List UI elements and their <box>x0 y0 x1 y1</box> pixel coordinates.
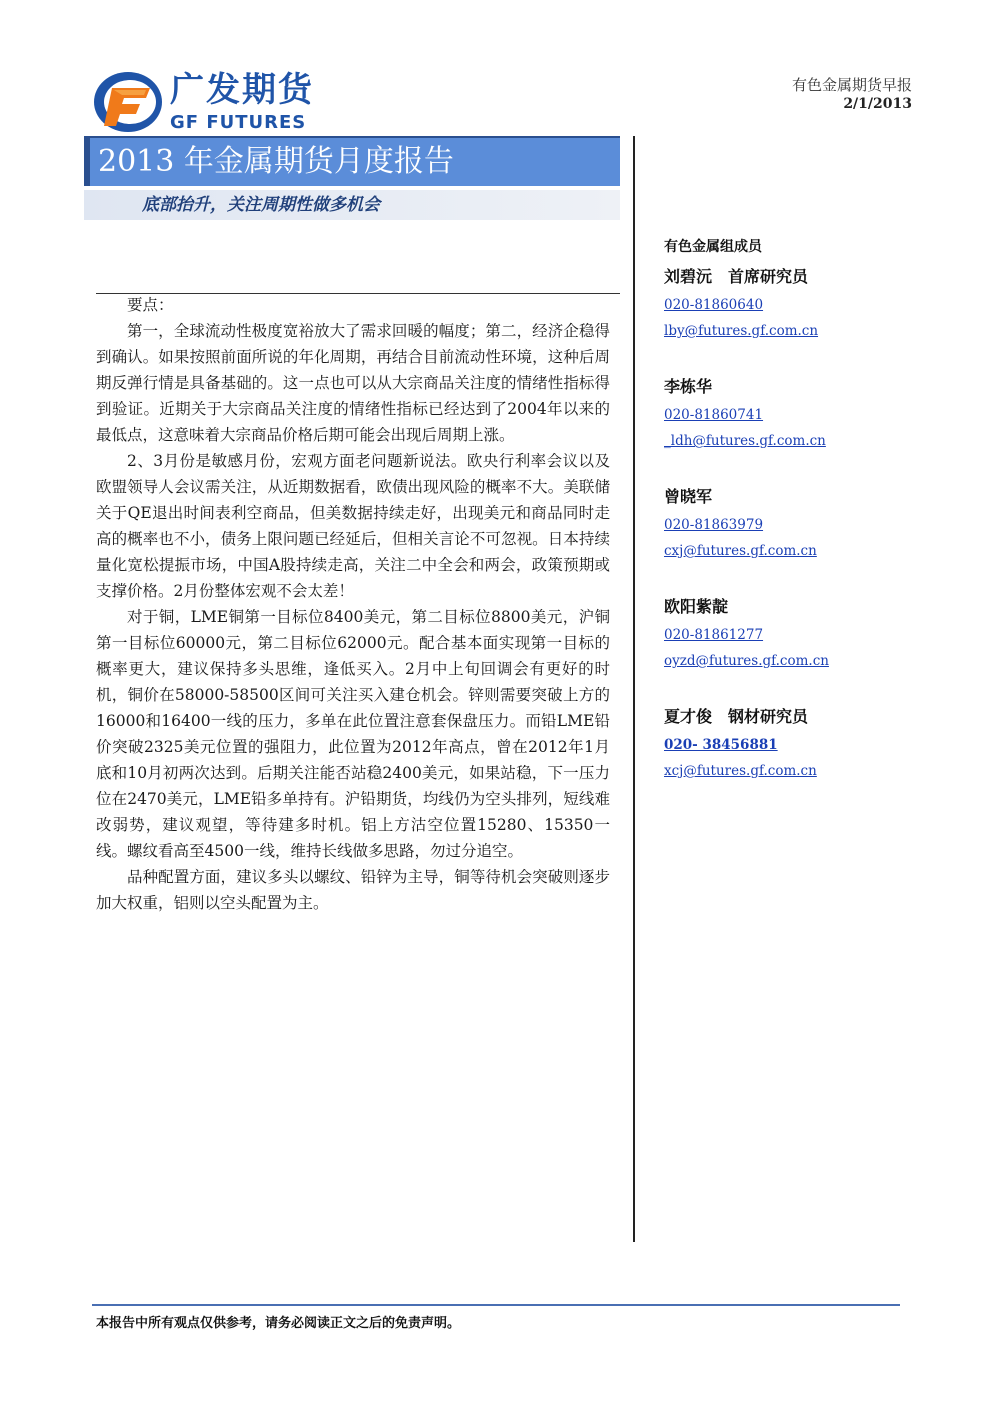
team-member <box>664 266 924 344</box>
member-phone-link[interactable]: 020- 38456881 <box>664 737 778 753</box>
subtitle-bar <box>84 190 620 220</box>
member-phone-link[interactable]: 020-81860640 <box>664 297 764 313</box>
member-email-link[interactable]: xcj@futures.gf.com.cn <box>664 763 817 779</box>
team-member <box>664 376 924 454</box>
member-email-link[interactable]: oyzd@futures.gf.com.cn <box>664 653 829 669</box>
column-divider <box>633 136 635 1242</box>
member-name: 李栋华 <box>664 377 713 396</box>
report-title: 2013 年金属期货月度报告 <box>98 144 454 179</box>
company-logo <box>92 68 342 136</box>
member-name: 曾晓军 <box>664 487 713 506</box>
member-email-link[interactable]: lby@futures.gf.com.cn <box>664 323 819 339</box>
report-subtitle: 底部抬升，关注周期性做多机会 <box>142 195 380 215</box>
member-phone-link[interactable]: 020-81863979 <box>664 517 764 533</box>
member-name: 夏才俊 钢材研究员 <box>664 707 809 726</box>
paragraph: 品种配置方面，建议多头以螺纹、铅锌为主导，铜等待机会突破则逐步加大权重，铝则以空头配置为主。 <box>96 868 610 912</box>
team-member <box>664 486 924 564</box>
logo-chinese-text: 广发期货 <box>170 70 314 110</box>
member-email-link[interactable]: cxj@futures.gf.com.cn <box>664 543 817 559</box>
title-bar <box>84 136 620 186</box>
main-content <box>96 292 610 916</box>
member-name: 欧阳紫靛 <box>664 597 729 616</box>
footer-divider <box>92 1304 900 1306</box>
member-name: 刘碧沅 首席研究员 <box>664 267 809 286</box>
report-date: 2/1/2013 <box>843 96 912 112</box>
key-points-label: 要点： <box>127 296 174 314</box>
team-member <box>664 706 924 784</box>
gf-logo-icon <box>92 68 164 134</box>
member-email-link[interactable]: _ldh@futures.gf.com.cn <box>664 433 826 449</box>
team-member <box>664 596 924 674</box>
paragraph: 对于铜，LME铜第一目标位8400美元，第二目标位8800美元，沪铜第一目标位60000元，第二目标位62000元。配合基本面实现第一目标的概率更大，建议保持多头思维，逢低买入。2月中上旬回调会有更好的时机，铜价在58000-58500区间可关注买入建仓机会。锌则需要突破上方的16000和16400一线的压力，多单在此位置注意套保盘压力。而铅LME铅价突破2325美元位置的强阻力，此位置为2012年高点，曾在2012年1月底和10月初两次达到。后期关注能否站稳2400美元，如果站稳，下一压力位在2470美元，LME铅多单持有。沪铅期货，均线仍为空头排列，短线难改弱势，建议观望，等待建多时机。铝上方沽空位置15280、15350一线。螺纹看高至4500一线，维持长线做多思路，勿过分追空。 <box>96 608 610 860</box>
paragraph: 2、3月份是敏感月份，宏观方面老问题新说法。欧央行利率会议以及欧盟领导人会议需关注，从近期数据看，欧债出现风险的概率不大。美联储关于QE退出时间表利空商品，但美数据持续走好，出现美元和商品同时走高的概率也不小，债务上限问题已经延后，但相关言论不可忽视。日本持续量化宽松提振市场，中国A股持续走高，关注二中全会和两会，政策预期或支撑价格。2月份整体宏观不会太差！ <box>96 452 610 600</box>
logo-english-text: GF FUTURES <box>170 112 307 133</box>
disclaimer-text: 本报告中所有观点仅供参考，请务必阅读正文之后的免责声明。 <box>96 1316 461 1331</box>
member-phone-link[interactable]: 020-81860741 <box>664 407 764 423</box>
member-phone-link[interactable]: 020-81861277 <box>664 627 764 643</box>
paragraph: 第一，全球流动性极度宽裕放大了需求回暖的幅度；第二，经济企稳得到确认。如果按照前面所说的年化周期，再结合目前流动性环境，这种后周期反弹行情是具备基础的。这一点也可以从大宗商品关注度的情绪性指标得到验证。近期关于大宗商品关注度的情绪性指标已经达到了2004年以来的最低点，这意味着大宗商品价格后期可能会出现后周期上涨。 <box>96 322 610 444</box>
sidebar-heading: 有色金属组成员 <box>664 239 762 255</box>
team-sidebar <box>664 236 924 816</box>
report-type: 有色金属期货早报 <box>791 76 912 94</box>
